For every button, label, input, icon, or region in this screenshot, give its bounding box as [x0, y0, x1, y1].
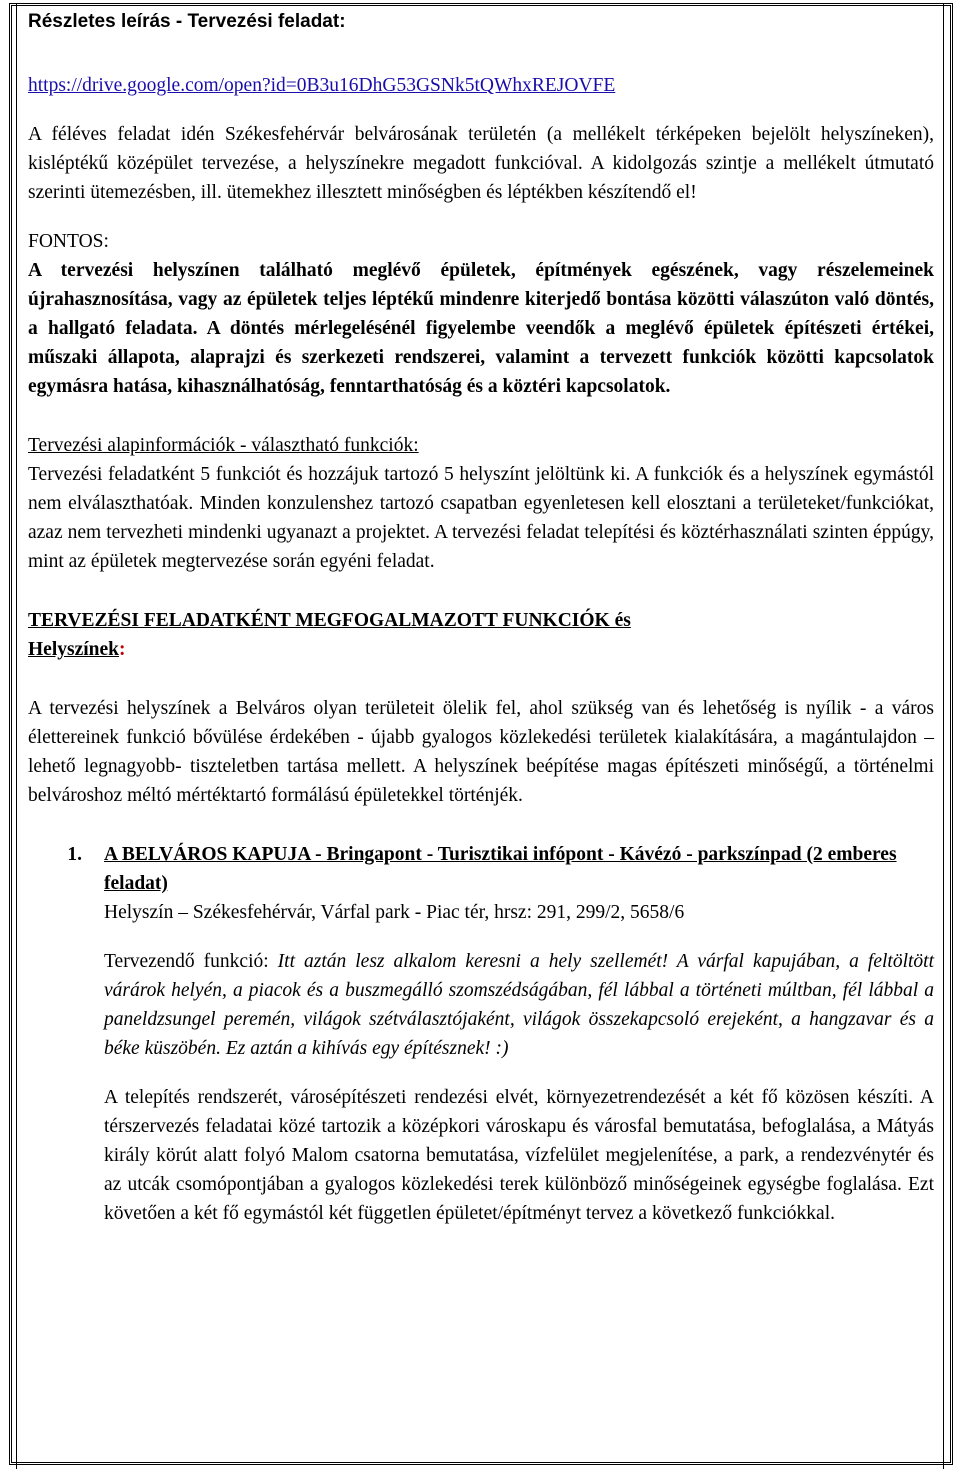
alapinfo-section: [28, 431, 934, 576]
intro-paragraph: A féléves feladat idén Székesfehérvár belvárosának területén (a mellékelt térképeken bejelölt helyszíneken), kisléptékű középület tervezése, a helyszínekre megadott funkcióval. A kidolgozás szintje a mellékelt útmutató szerinti ütemezésben, ill. ütemekhez illesztett minőségben és léptékben készítendő el!: [28, 124, 934, 203]
item-number: 1.: [67, 844, 82, 865]
alapinfo-text: Tervezési feladatként 5 funkciót és hozzájuk tartozó 5 helyszínt jelöltünk ki. A funkciók és a helyszínek egymástól nem elválaszthatóak. Minden konzulenshez tartozó csapatban egyenletesen kell elosztani a területeket/funkciókat, azaz nem tervezheti mindenki ugyanazt a projektet. A tervezési feladat telepítési és köztérhasználati szinten éppúgy, mint az épületek megtervezése során egyéni feladat.: [28, 464, 934, 572]
list-item: [28, 840, 934, 1228]
funkciok-title-helyszinek: Helyszínek: [28, 639, 119, 660]
alapinfo-title: Tervezési alapinformációk - választható funkciók:: [28, 435, 419, 456]
funkciok-title-line1: TERVEZÉSI FELADATKÉNT MEGFOGALMAZOTT FUNKCIÓK és: [28, 610, 631, 631]
item-funkcio-label: Tervezendő funkció:: [104, 951, 278, 972]
drive-link[interactable]: https://drive.google.com/open?id=0B3u16DhG53GSNk5tQWhxREJOVFE: [28, 75, 616, 96]
item-title: A BELVÁROS KAPUJA - Bringapont - Turisztikai infópont - Kávézó - parkszínpad (2 emberes feladat): [104, 844, 897, 894]
item-body: [104, 840, 934, 1228]
item-location: Helyszín – Székesfehérvár, Várfal park - Piac tér, hrsz: 291, 299/2, 5658/6: [104, 902, 685, 923]
funkciok-title: [28, 606, 934, 664]
fontos-section: [28, 227, 934, 401]
item-funkcio-text: Itt aztán lesz alkalom keresni a hely szellemét! A várfal kapujában, a feltöltött várárok helyén, a piacok és a buszmegálló szomszédságában, fél lábbal a történeti múltban, fél lábbal a paneldzsungel peremén, világok szétválasztójaként, világok összekapcsoló erejeként, a hangzavar és a béke küszöbén. Ez aztán a kihívás egy építésznek! :): [104, 951, 934, 1059]
item-telepites: A telepítés rendszerét, városépítészeti rendezési elvét, környezetrendezését a két fő közösen készíti. A térszervezés feladatai közé tartozik a középkori városkapu és városfal bemutatása, befoglalása, a Mátyás király körút alatt folyó Malom csatorna bemutatása, vízfelület megjelenítése, a park, a rendezvénytér és az utcák csomópontjában a gyalogos közlekedési terek különböző minőségeinek egységbe foglalása. Ezt követően a két fő egymástól két független épületet/építményt tervez a következő funkciókkal.: [104, 1087, 934, 1224]
funkciok-title-colon: :: [119, 639, 126, 660]
fontos-text: A tervezési helyszínen található meglévő épületek, építmények egészének, vagy részelemeinek újrahasznosítása, vagy az épületek teljes léptékű mindenre kiterjedő bontása közötti válaszúton való döntés, a hallgató feladata. A döntés mérlegelésénél figyelembe veendők a meglévő épületek építészeti értékei, műszaki állapota, alaprajzi és szerkezeti rendszerei, valamint a tervezett funkciók közötti kapcsolatok egymásra hatása, kihasználhatóság, fenntarthatóság és a köztéri kapcsolatok.: [28, 260, 934, 397]
funkciok-title-line2: [28, 635, 934, 664]
document-body: [28, 0, 934, 1228]
fontos-label: FONTOS:: [28, 231, 109, 252]
item-funkcio: [104, 947, 934, 1063]
page-heading: Részletes leírás - Tervezési feladat:: [28, 11, 346, 32]
funkciok-text: A tervezési helyszínek a Belváros olyan területeit ölelik fel, ahol szükség van és lehetőség is nyílik - a város élettereinek funkció bővülése érdekében - újabb gyalogos közlekedési területek kialakítására, a magántulajdon – lehető legnagyobb- tiszteletben tartása mellett. A helyszínek beépítése magas építészeti minőségű, a történelmi belvároshoz méltó mértéktartó formálású épületekkel történjék.: [28, 698, 934, 806]
